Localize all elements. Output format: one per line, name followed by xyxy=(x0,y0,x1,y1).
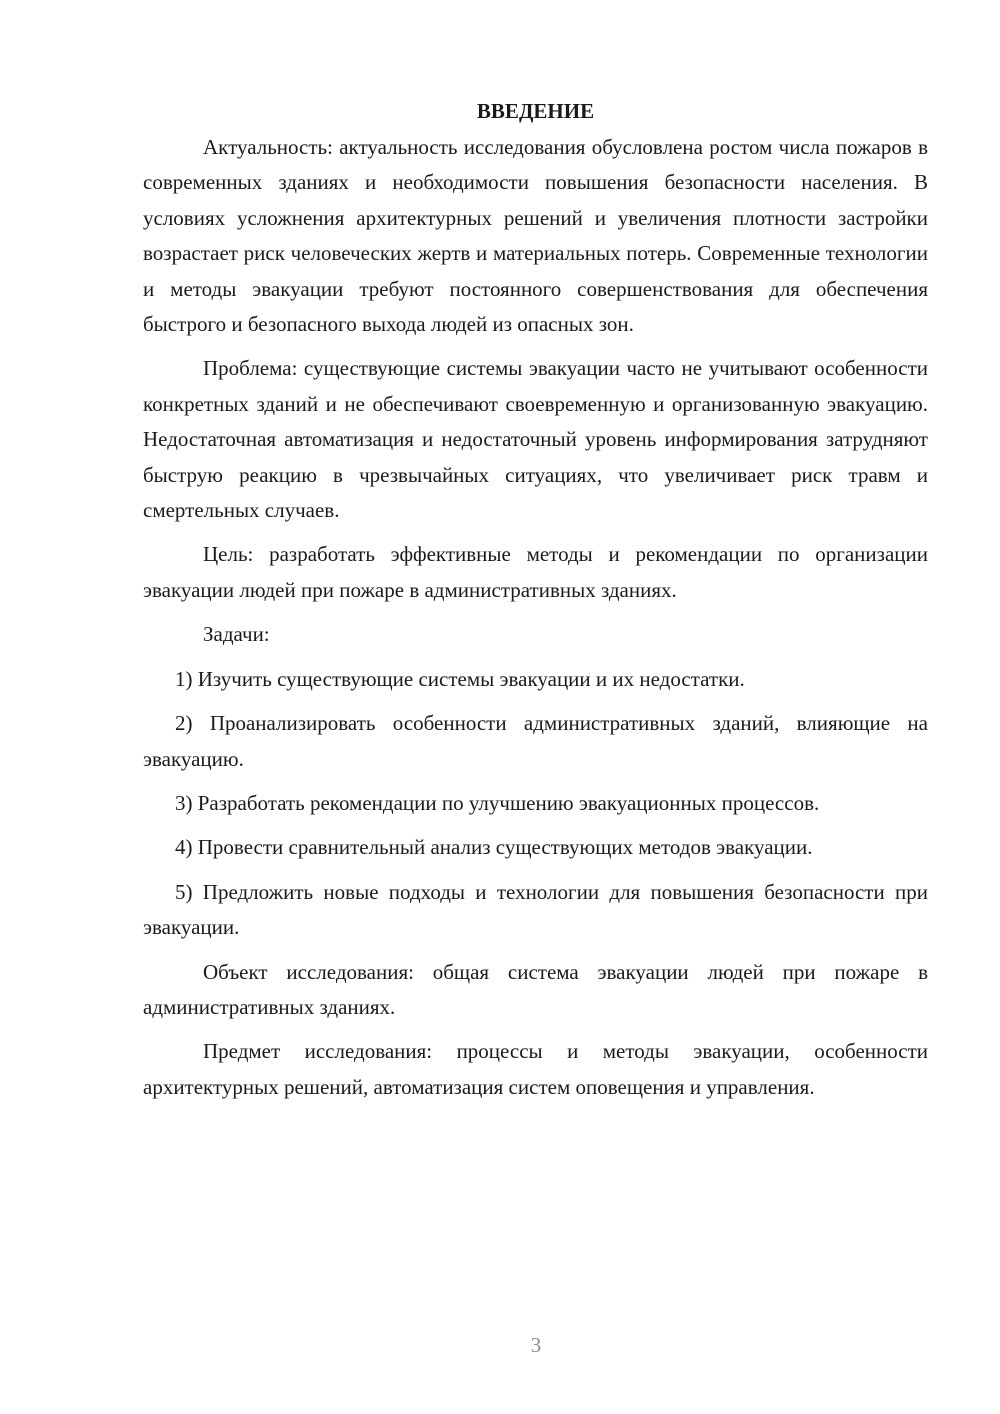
section-title: ВВЕДЕНИЕ xyxy=(476,99,595,123)
paragraph-relevance: Актуальность: актуальность исследования обусловлена ростом числа пожаров в современных зданиях и необходимости повышения безопасности населения. В условиях усложнения архитектурных решений и увеличения плотности застройки возрастает риск человеческих жертв и материальных потерь. Современные технологии и методы эвакуации требуют постоянного совершенствования для обеспечения быстрого и безопасного выхода людей из опасных зон. xyxy=(143,135,928,337)
task-item-2: 2) Проанализировать особенности административных зданий, влияющие на эвакуацию. xyxy=(143,711,928,771)
paragraph-goal: Цель: разработать эффективные методы и рекомендации по организации эвакуации людей при пожаре в административных зданиях. xyxy=(143,542,928,602)
task-item-4: 4) Провести сравнительный анализ существующих методов эвакуации. xyxy=(175,835,813,860)
tasks-heading: Задачи: xyxy=(203,622,270,647)
paragraph-subject: Предмет исследования: процессы и методы эвакуации, особенности архитектурных решений, автоматизация систем оповещения и управления. xyxy=(143,1039,928,1099)
paragraph-problem: Проблема: существующие системы эвакуации часто не учитывают особенности конкретных зданий и не обеспечивают своевременную и организованную эвакуацию. Недостаточная автоматизация и недостаточный уровень информирования затрудняют быструю реакцию в чрезвычайных ситуациях, что увеличивает риск травм и смертельных случаев. xyxy=(143,356,928,523)
paragraph-object: Объект исследования: общая система эвакуации людей при пожаре в административных зданиях. xyxy=(143,959,928,1019)
task-item-1: 1) Изучить существующие системы эвакуации и их недостатки. xyxy=(175,666,745,691)
task-item-5: 5) Предложить новые подходы и технологии для повышения безопасности при эвакуации. xyxy=(143,879,928,940)
page-content xyxy=(143,96,928,1114)
task-item-3: 3) Разработать рекомендации по улучшению эвакуационных процессов. xyxy=(175,790,820,815)
page-number: 3 xyxy=(530,1333,542,1357)
